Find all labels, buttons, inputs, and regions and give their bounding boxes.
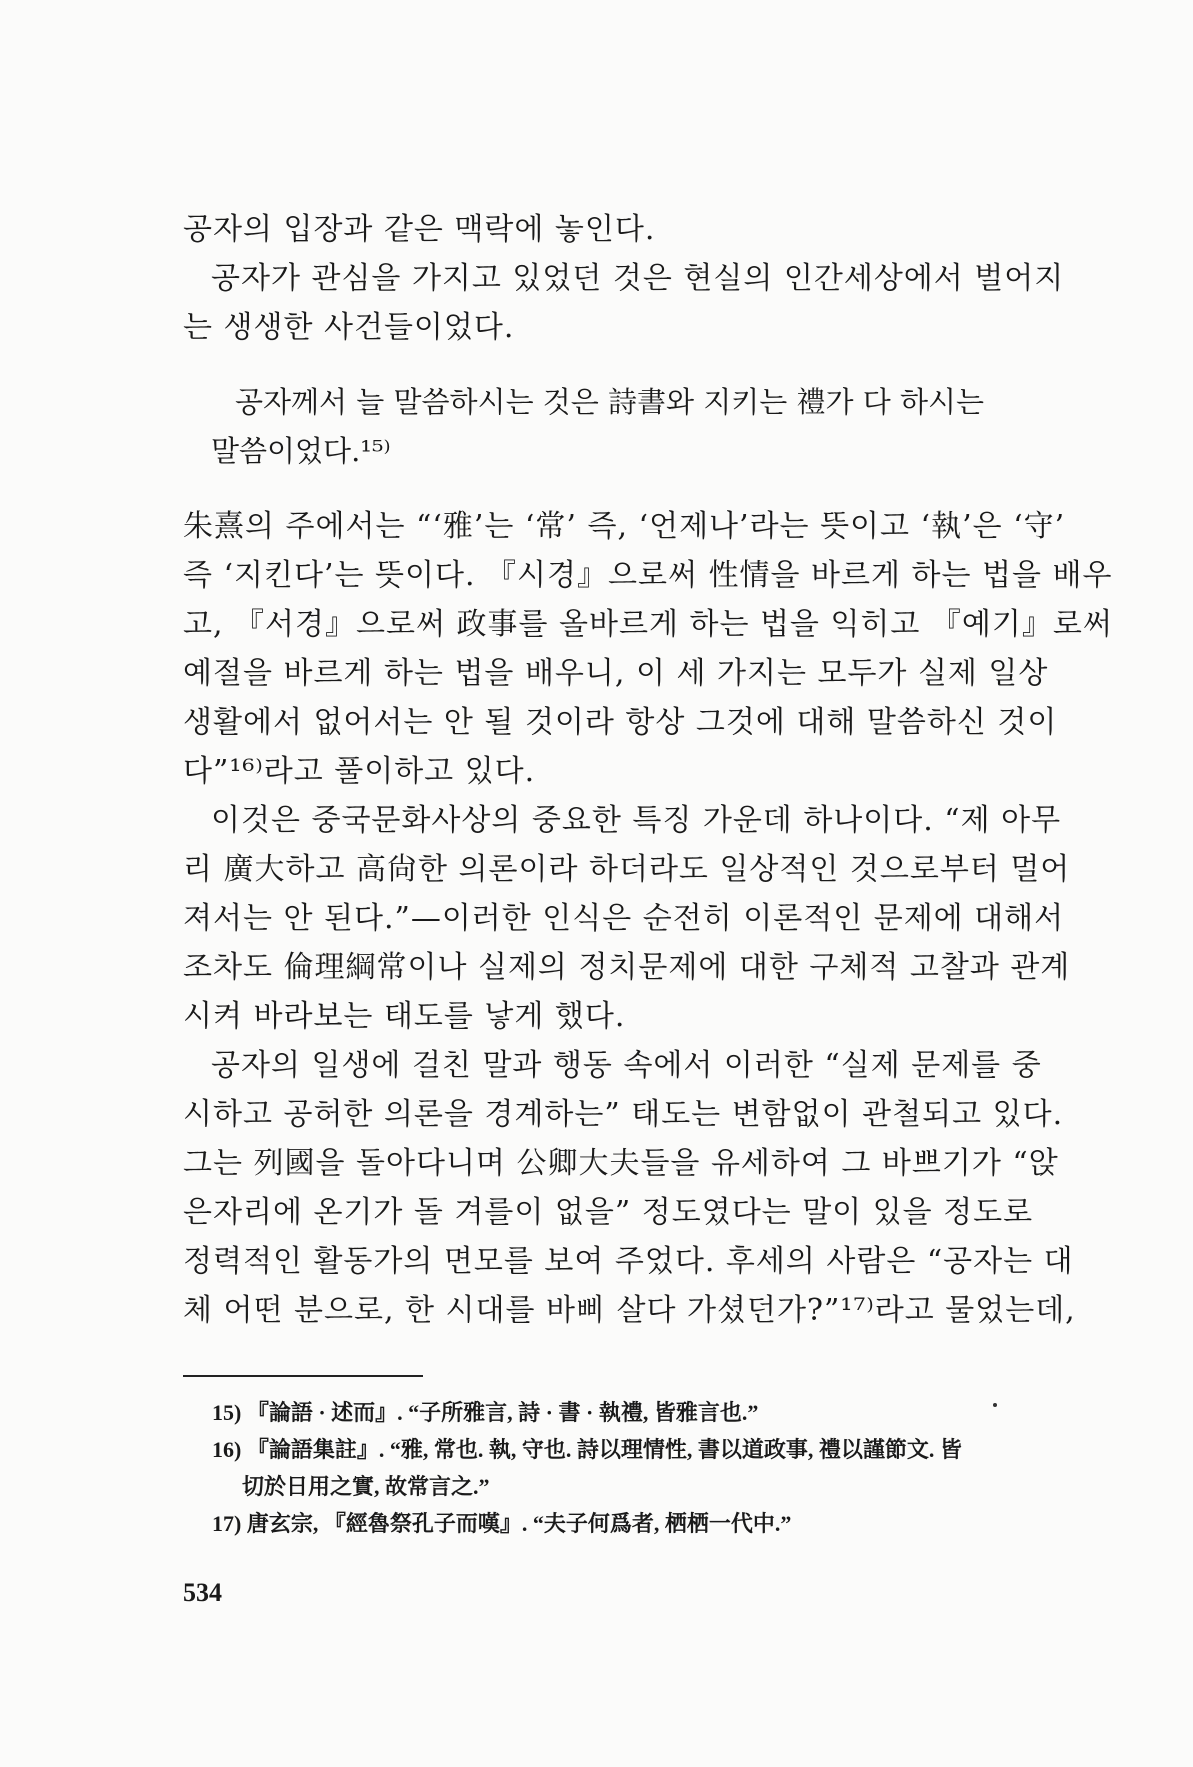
text-line: 즉 ‘지킨다’는 뜻이다. 『시경』으로써 性情을 바르게 하는 법을 배우 xyxy=(183,558,1113,593)
quote-line: 공자께서 늘 말씀하시는 것은 詩書와 지키는 禮가 다 하시는 xyxy=(235,385,985,419)
text-line: 예절을 바르게 하는 법을 배우니, 이 세 가지는 모두가 실제 일상 xyxy=(183,656,1049,691)
footnote-divider xyxy=(183,1375,423,1377)
footnotes xyxy=(212,1394,1062,1542)
text-line: 시켜 바라보는 태도를 낳게 했다. xyxy=(183,999,626,1034)
main-text xyxy=(183,205,1113,1335)
quote-line: 말씀이었다.¹⁵⁾ xyxy=(211,434,391,468)
text-line: 다”¹⁶⁾라고 풀이하고 있다. xyxy=(183,754,536,789)
text-line: 공자가 관심을 가지고 있었던 것은 현실의 인간세상에서 벌어지 xyxy=(211,261,1065,296)
footnote-16: 16) 『論語集註』. “雅, 常也. 執, 守也. 詩以理情性, 書以道政事, 禮以謹節文. 皆 xyxy=(212,1437,962,1462)
text-line: 朱熹의 주에서는 “‘雅’는 ‘常’ 즉, ‘언제나’라는 뜻이고 ‘執’은 ‘守’ xyxy=(183,509,1066,544)
text-line: 그는 列國을 돌아다니며 公卿大夫들을 유세하여 그 바쁘기가 “앉 xyxy=(183,1146,1059,1181)
footnote-15: 15) 『論語 · 述而』. “子所雅言, 詩 · 書 · 執禮, 皆雅言也.” xyxy=(212,1400,759,1425)
text-line: 리 廣大하고 高尙한 의론이라 하더라도 일상적인 것으로부터 멀어 xyxy=(183,852,1071,887)
text-line: 는 생생한 사건들이었다. xyxy=(183,310,515,345)
text-line: 공자의 일생에 걸친 말과 행동 속에서 이러한 “실제 문제를 중 xyxy=(211,1048,1042,1083)
text-line: 조차도 倫理綱常이나 실제의 정치문제에 대한 구체적 고찰과 관계 xyxy=(183,950,1071,985)
page-number: 534 xyxy=(183,1578,222,1607)
footnote-17: 17) 唐玄宗, 『經魯祭孔子而嘆』. “夫子何爲者, 栖栖一代中.” xyxy=(212,1511,792,1536)
text-line: 정력적인 활동가의 면모를 보여 주었다. 후세의 사람은 “공자는 대 xyxy=(183,1244,1074,1279)
text-line: 은자리에 온기가 돌 겨를이 없을” 정도였다는 말이 있을 정도로 xyxy=(183,1195,1034,1230)
text-line: 이것은 중국문화사상의 중요한 특징 가운데 하나이다. “제 아무 xyxy=(211,803,1062,838)
text-line: 공자의 입장과 같은 맥락에 놓인다. xyxy=(183,212,656,247)
text-line: 생활에서 없어서는 안 될 것이라 항상 그것에 대해 말씀하신 것이 xyxy=(183,705,1058,740)
text-line: 체 어떤 분으로, 한 시대를 바삐 살다 가셨던가?”¹⁷⁾라고 물었는데, xyxy=(183,1293,1076,1328)
text-line: 시하고 공허한 의론을 경계하는” 태도는 변함없이 관철되고 있다. xyxy=(183,1097,1064,1132)
text-line: 고, 『서경』으로써 政事를 올바르게 하는 법을 익히고 『예기』로써 xyxy=(183,607,1113,642)
footnote-16-cont: 切於日用之實, 故常言之.” xyxy=(242,1474,490,1499)
print-speck xyxy=(993,1403,997,1407)
text-line: 져서는 안 된다.”—이러한 인식은 순전히 이론적인 문제에 대해서 xyxy=(183,901,1065,936)
